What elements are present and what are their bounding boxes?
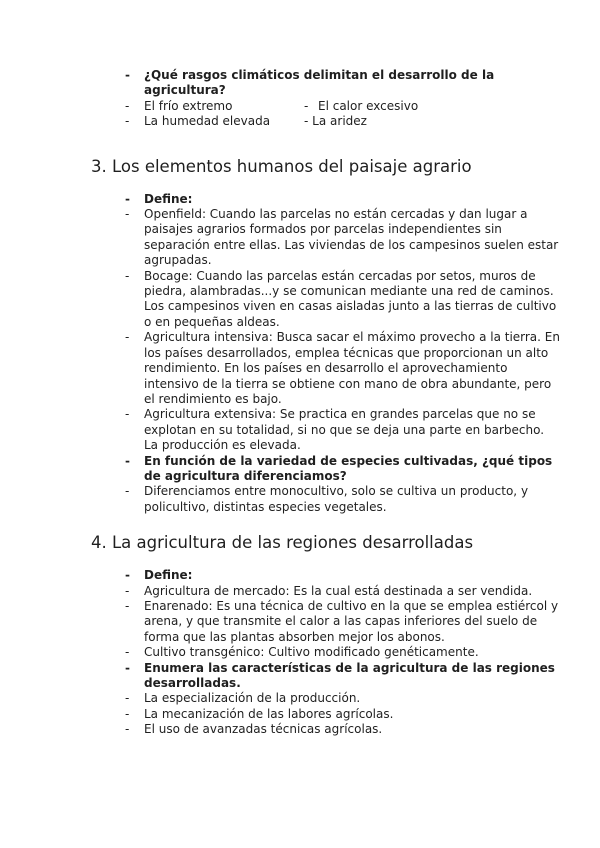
bullet-dash: - <box>125 68 130 82</box>
options-row <box>144 114 560 129</box>
option-aridez-wrap <box>304 114 367 129</box>
section-3-heading: 3. Los elementos humanos del paisaje agrario <box>91 156 472 176</box>
species-question: En función de la variedad de especies cultivadas, ¿qué tipos de agricultura diferenciamos? <box>144 453 553 483</box>
list-item <box>115 599 560 645</box>
list-item <box>115 407 560 453</box>
bullet-dash: - <box>125 568 130 583</box>
bullet-dash: - <box>125 598 130 613</box>
list-item <box>115 691 560 706</box>
options-row <box>144 99 560 114</box>
list-item <box>115 722 560 737</box>
list-item <box>115 68 560 99</box>
bullet-dash: - <box>125 407 130 422</box>
intensiva-text: Agricultura intensiva: Busca sacar el máximo provecho a la tierra. En los países desarrollados, emplea técnicas que proporcionan un alto rendimiento. En los países en desarrollo el aprovechamiento intensivo de la tierra se obtiene con mano de obra abundante, pero el rendimiento es bajo. <box>144 330 560 406</box>
bullet-dash: - <box>125 722 130 737</box>
openfield-text: Openfield: Cuando las parcelas no están cercadas y dan lugar a paisajes agrarios formados por parcelas independientes sin separación entre ellas. Las viviendas de los campesinos suelen estar agrupadas. <box>144 207 559 268</box>
define-label: Define: <box>144 568 193 583</box>
climate-question: ¿Qué rasgos climáticos delimitan el desarrollo de la agricultura? <box>144 68 495 98</box>
list-item <box>115 192 560 207</box>
list-item <box>115 584 560 599</box>
bullet-dash: - <box>125 660 130 675</box>
bullet-dash: - <box>125 645 130 660</box>
bullet-dash: - <box>125 583 130 598</box>
characteristic-1: La especialización de la producción. <box>144 691 361 706</box>
list-item <box>115 661 560 692</box>
bullet-dash: - <box>125 706 130 721</box>
option-humedad: La humedad elevada <box>144 114 271 129</box>
bocage-text: Bocage: Cuando las parcelas están cercadas por setos, muros de piedra, alambradas...y se comunican mediante una red de caminos. Los campesinos viven en casas aisladas junto a las tierras de cultivo o en pequeñas aldeas. <box>144 268 557 329</box>
define-label: Define: <box>144 191 193 206</box>
option-frio: El frío extremo <box>144 98 233 113</box>
bullet-dash: - <box>125 191 130 206</box>
list-item <box>115 484 560 515</box>
characteristics-question: Enumera las características de la agricultura de las regiones desarrolladas. <box>144 660 555 690</box>
enarenado-text: Enarenado: Es una técnica de cultivo en la que se emplea estiércol y arena, y que transmite el calor a las capas inferiores del suelo de forma que las plantas absorben mejor los abonos. <box>144 598 559 644</box>
list-item <box>115 114 560 129</box>
characteristic-2: La mecanización de las labores agrícolas. <box>144 706 394 721</box>
bullet-dash: - <box>125 268 130 283</box>
list-item <box>115 207 560 269</box>
list-item <box>115 269 560 331</box>
list-item <box>115 99 560 114</box>
bullet-dash: - <box>125 453 130 468</box>
bullet-dash: - <box>125 484 130 499</box>
section-4-heading: 4. La agricultura de las regiones desarrolladas <box>91 533 474 553</box>
option-calor: El calor excesivo <box>318 98 419 113</box>
characteristic-3: El uso de avanzadas técnicas agrícolas. <box>144 722 383 737</box>
species-answer: Diferenciamos entre monocultivo, solo se cultiva un producto, y policultivo, distintas especies vegetales. <box>144 484 529 514</box>
list-item <box>115 707 560 722</box>
transgenico-text: Cultivo transgénico: Cultivo modificado genéticamente. <box>144 645 479 660</box>
bullet-dash: - <box>304 114 309 129</box>
section-3-list <box>115 192 560 516</box>
bullet-dash: - <box>125 330 130 345</box>
extensiva-text: Agricultura extensiva: Se practica en grandes parcelas que no se explotan en su totalidad, si no que se deja una parte en barbecho. La producción es elevada. <box>144 407 545 453</box>
bullet-dash: - <box>125 691 130 706</box>
intro-list <box>115 68 560 130</box>
bullet-dash: - <box>304 98 309 113</box>
list-item <box>115 454 560 485</box>
mercado-text: Agricultura de mercado: Es la cual está destinada a ser vendida. <box>144 583 533 598</box>
option-calor-wrap <box>304 99 418 114</box>
list-item <box>115 645 560 660</box>
option-aridez: La aridez <box>312 114 367 129</box>
bullet-dash: - <box>125 114 130 129</box>
list-item <box>115 568 560 583</box>
bullet-dash: - <box>125 98 130 113</box>
section-4-list <box>115 568 560 737</box>
list-item <box>115 330 560 407</box>
bullet-dash: - <box>125 207 130 222</box>
